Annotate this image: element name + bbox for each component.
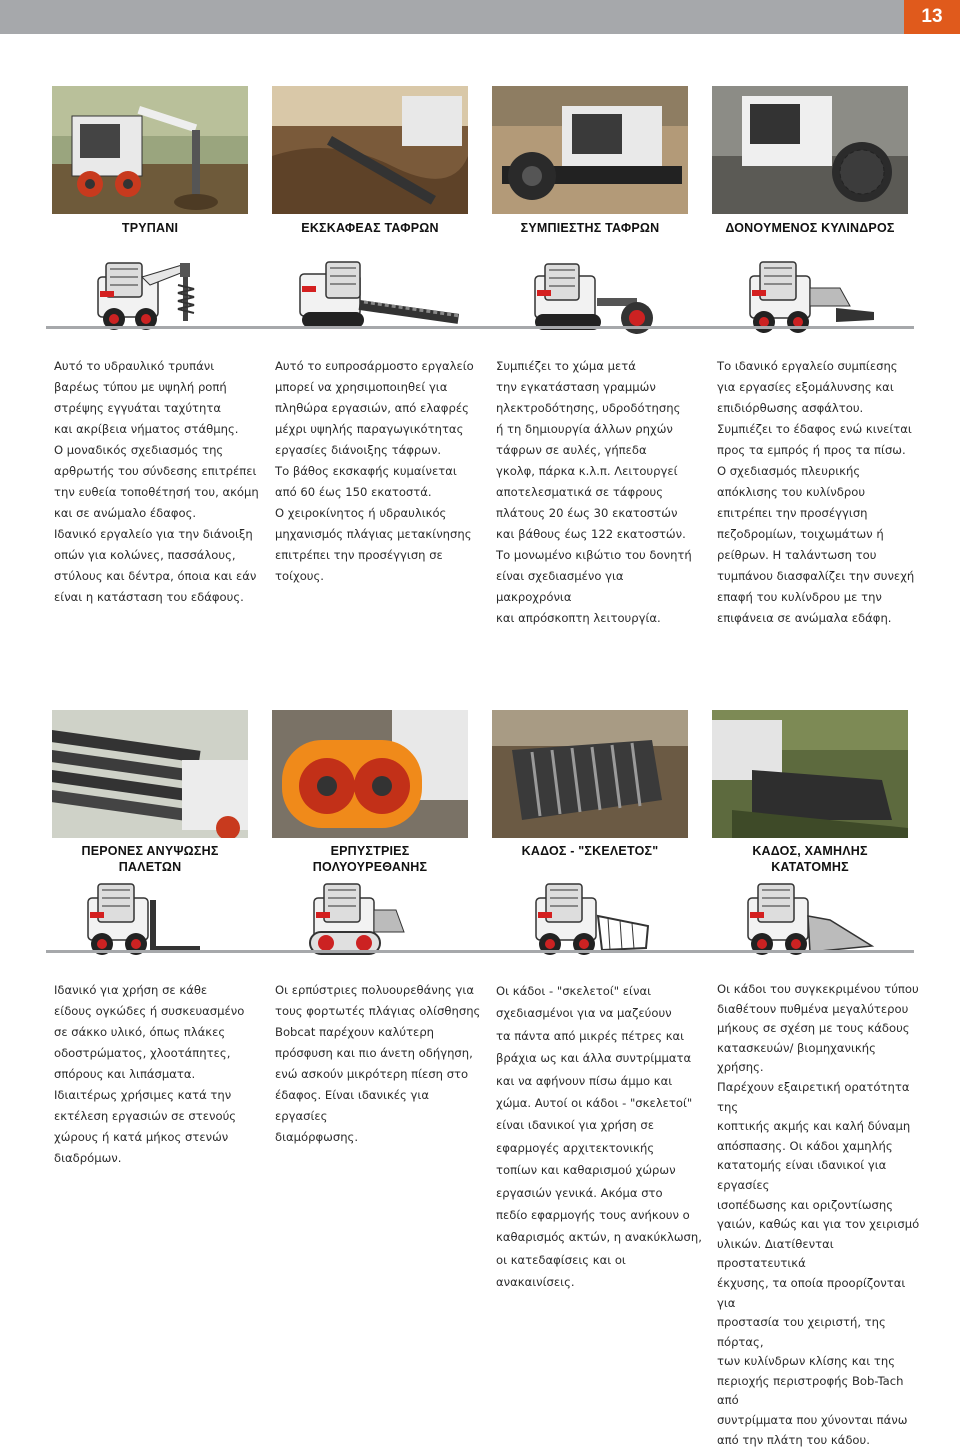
photo-pallet-forks bbox=[52, 710, 248, 838]
photo-vibratory-roller bbox=[712, 86, 908, 214]
skeleton-bucket-icon bbox=[528, 880, 728, 960]
photo-skeleton-bucket bbox=[492, 710, 688, 838]
text-vibratory-roller: Το ιδανικό εργαλείο συμπίεσης για εργασίες εξομάλυνσης και επιδιόρθωσης ασφάλτου. Συμπιέζει το έδαφος ενώ κινείται προς τα εμπρός ή προς τα πίσω. Ο σχεδιασμός πλευρικής απόκλισης του κυλίνδρου επιτρέπει την προσέγγιση πεζοδρομίων, τοιχωμάτων ή ρείθρων. Η ταλάντωση του τυμπάνου διασφαλίζει την συνεχή επαφή του κυλίνδρου με την επιφάνεια σε ανώμαλα εδάφη. bbox=[717, 359, 915, 625]
title-skeleton-bucket: ΚΑΔΟΣ - "ΣΚΕΛΕΤΟΣ" bbox=[521, 844, 659, 858]
title-trench-compactor: ΣΥΜΠΙΕΣΤΗΣ ΤΑΦΡΩΝ bbox=[520, 221, 660, 235]
title-vibratory-roller: ΔΟΝΟΥΜΕΝΟΣ ΚΥΛΙΝΔΡΟΣ bbox=[725, 221, 895, 235]
title-auger: ΤΡΥΠΑΝΙ bbox=[121, 221, 179, 235]
divider-row1 bbox=[46, 326, 914, 329]
divider-row2 bbox=[46, 950, 914, 953]
title-pallet-forks: ΠΕΡΟΝΕΣ ΑΝΥΨΩΣΗΣ ΠΑΛΕΤΩΝ bbox=[81, 844, 219, 874]
photo-polyurethane-tracks bbox=[272, 710, 468, 838]
photo-trench-compactor bbox=[492, 86, 688, 214]
text-pallet-forks: Ιδανικό για χρήση σε κάθε είδους ογκώδες ή συσκευασμένο σε σάκκο υλικό, όπως πλάκες οδοστρώματος, χλοοτάπητες, σπόρους και λιπάσματα. Ιδιαιτέρως χρήσιμες κατά την εκτέλεση εργασιών σε στενούς χώρους ή κατά μήκος στενών διαδρόμων. bbox=[54, 983, 245, 1165]
photo-trencher bbox=[272, 86, 468, 214]
top-bar bbox=[0, 0, 960, 34]
page-number: 13 bbox=[904, 0, 960, 34]
photo-low-profile-bucket bbox=[712, 710, 908, 838]
pallet-fork-icon bbox=[80, 880, 280, 960]
title-low-profile-bucket: ΚΑΔΟΣ, ΧΑΜΗΛΗΣ ΚΑΤΑΤΟΜΗΣ bbox=[752, 844, 868, 874]
text-polyurethane-tracks: Οι ερπύστριες πολυουρεθάνης για τους φορτωτές πλάγιας ολίσθησης Bobcat παρέχουν καλύτερη πρόσφυση και πιο άνετη οδήγηση, ενώ ασκούν μικρότερη πίεση στο έδαφος. Είναι ιδανικές για εργασίες διαμόρφωσης. bbox=[275, 983, 481, 1144]
auger-icon bbox=[90, 255, 290, 335]
title-polyurethane-tracks: ΕΡΠΥΣΤΡΙΕΣ ΠΟΛΥΟΥΡΕΘΑΝΗΣ bbox=[312, 844, 428, 874]
text-auger: Αυτό το υδραυλικό τρυπάνι βαρέως τύπου με υψηλή ροπή στρέψης εγγυάται ταχύτητα και ακρίβεια νήματος στάθμης. Ο μοναδικός σχεδιασμός της αρθρωτής του σύνδεσης επιτρέπει την ευθεία τοποθέτησή του, ακόμη και σε ανώμαλο έδαφος. Ιδανικό εργαλείο για την διάνοιξη οπών για κολώνες, πασσάλους, στύλους και δέντρα, όποια και εάν είναι η κατάσταση του εδάφους. bbox=[54, 359, 259, 604]
polyurethane-tracks-icon bbox=[306, 880, 506, 960]
text-low-profile-bucket: Οι κάδοι του συγκεκριμένου τύπου διαθέτουν πυθμένα μεγαλύτερου μήκους σε σχέση με τους κάδους κατασκευών/ βιομηχανικής χρήσης. Παρέχουν εξαιρετική ορατότητα της κοπτικής ακμής και καλή δύναμη απόσπασης. Οι κάδοι χαμηλής κατατομής είναι ιδανικοί για εργασίες ισοπέδωσης και οριζοντίωσης γαιών, καθώς και για τον χειρισμό υλικών. Διατίθενται προστατευτικά έκχυσης, τα οποία προορίζονται για προστασία του χειριστή, της πόρτας, των κυλίνδρων κλίσης και της περιοχής περιστροφής Bob-Tach από συντρίμματα που χύνονται πάνω από την πλάτη του κάδου. bbox=[717, 982, 920, 1447]
photo-auger bbox=[52, 86, 248, 214]
low-profile-bucket-icon bbox=[740, 880, 940, 960]
text-skeleton-bucket: Οι κάδοι - "σκελετοί" είναι σχεδιασμένοι για να μαζεύουν τα πάντα από μικρές πέτρες και βράχια ως και άλλα συντρίμματα και να αφήνουν πίσω άμμο και χώμα. Αυτοί οι κάδοι - "σκελετοί" είναι ιδανικοί για χρήση σε εφαρμογές αρχιτεκτονικής τοπίων και καθαρισμού χώρων εργασιών γενικά. Ακόμα στο πεδίο εφαρμογής τους ανήκουν ο καθαρισμός ακτών, η ανακύκλωση, οι κατεδαφίσεις και οι ανακαινίσεις. bbox=[496, 984, 702, 1290]
text-trencher: Αυτό το ευπροσάρμοστο εργαλείο μπορεί να χρησιμοποιηθεί για πληθώρα εργασιών, από ελαφρές μέχρι υψηλής παραγωγικότητας εργασίες διάνοιξης τάφρων. Το βάθος εκσκαφής κυμαίνεται από 60 έως 150 εκατοστά. Ο χειροκίνητος ή υδραυλικός μηχανισμός πλάγιας μετακίνησης επιτρέπει την προσέγγιση σε τοίχους. bbox=[275, 359, 474, 583]
text-trench-compactor: Συμπιέζει το χώμα μετά την εγκατάσταση γραμμών ηλεκτροδότησης, υδροδότησης ή τη δημιουργία άλλων ρηχών τάφρων σε αυλές, γήπεδα γκολφ, πάρκα κ.λ.π. Λειτουργεί αποτελεσματικά σε τάφρους πλάτους 20 έως 30 εκατοστών και βάθους έως 122 εκατοστών. Το μονωμένο κιβώτιο του δονητή είναι σχεδιασμένο για μακροχρόνια και απρόσκοπτη λειτουργία. bbox=[496, 359, 692, 625]
title-trencher: ΕΚΣΚΑΦΕΑΣ ΤΑΦΡΩΝ bbox=[301, 221, 439, 235]
